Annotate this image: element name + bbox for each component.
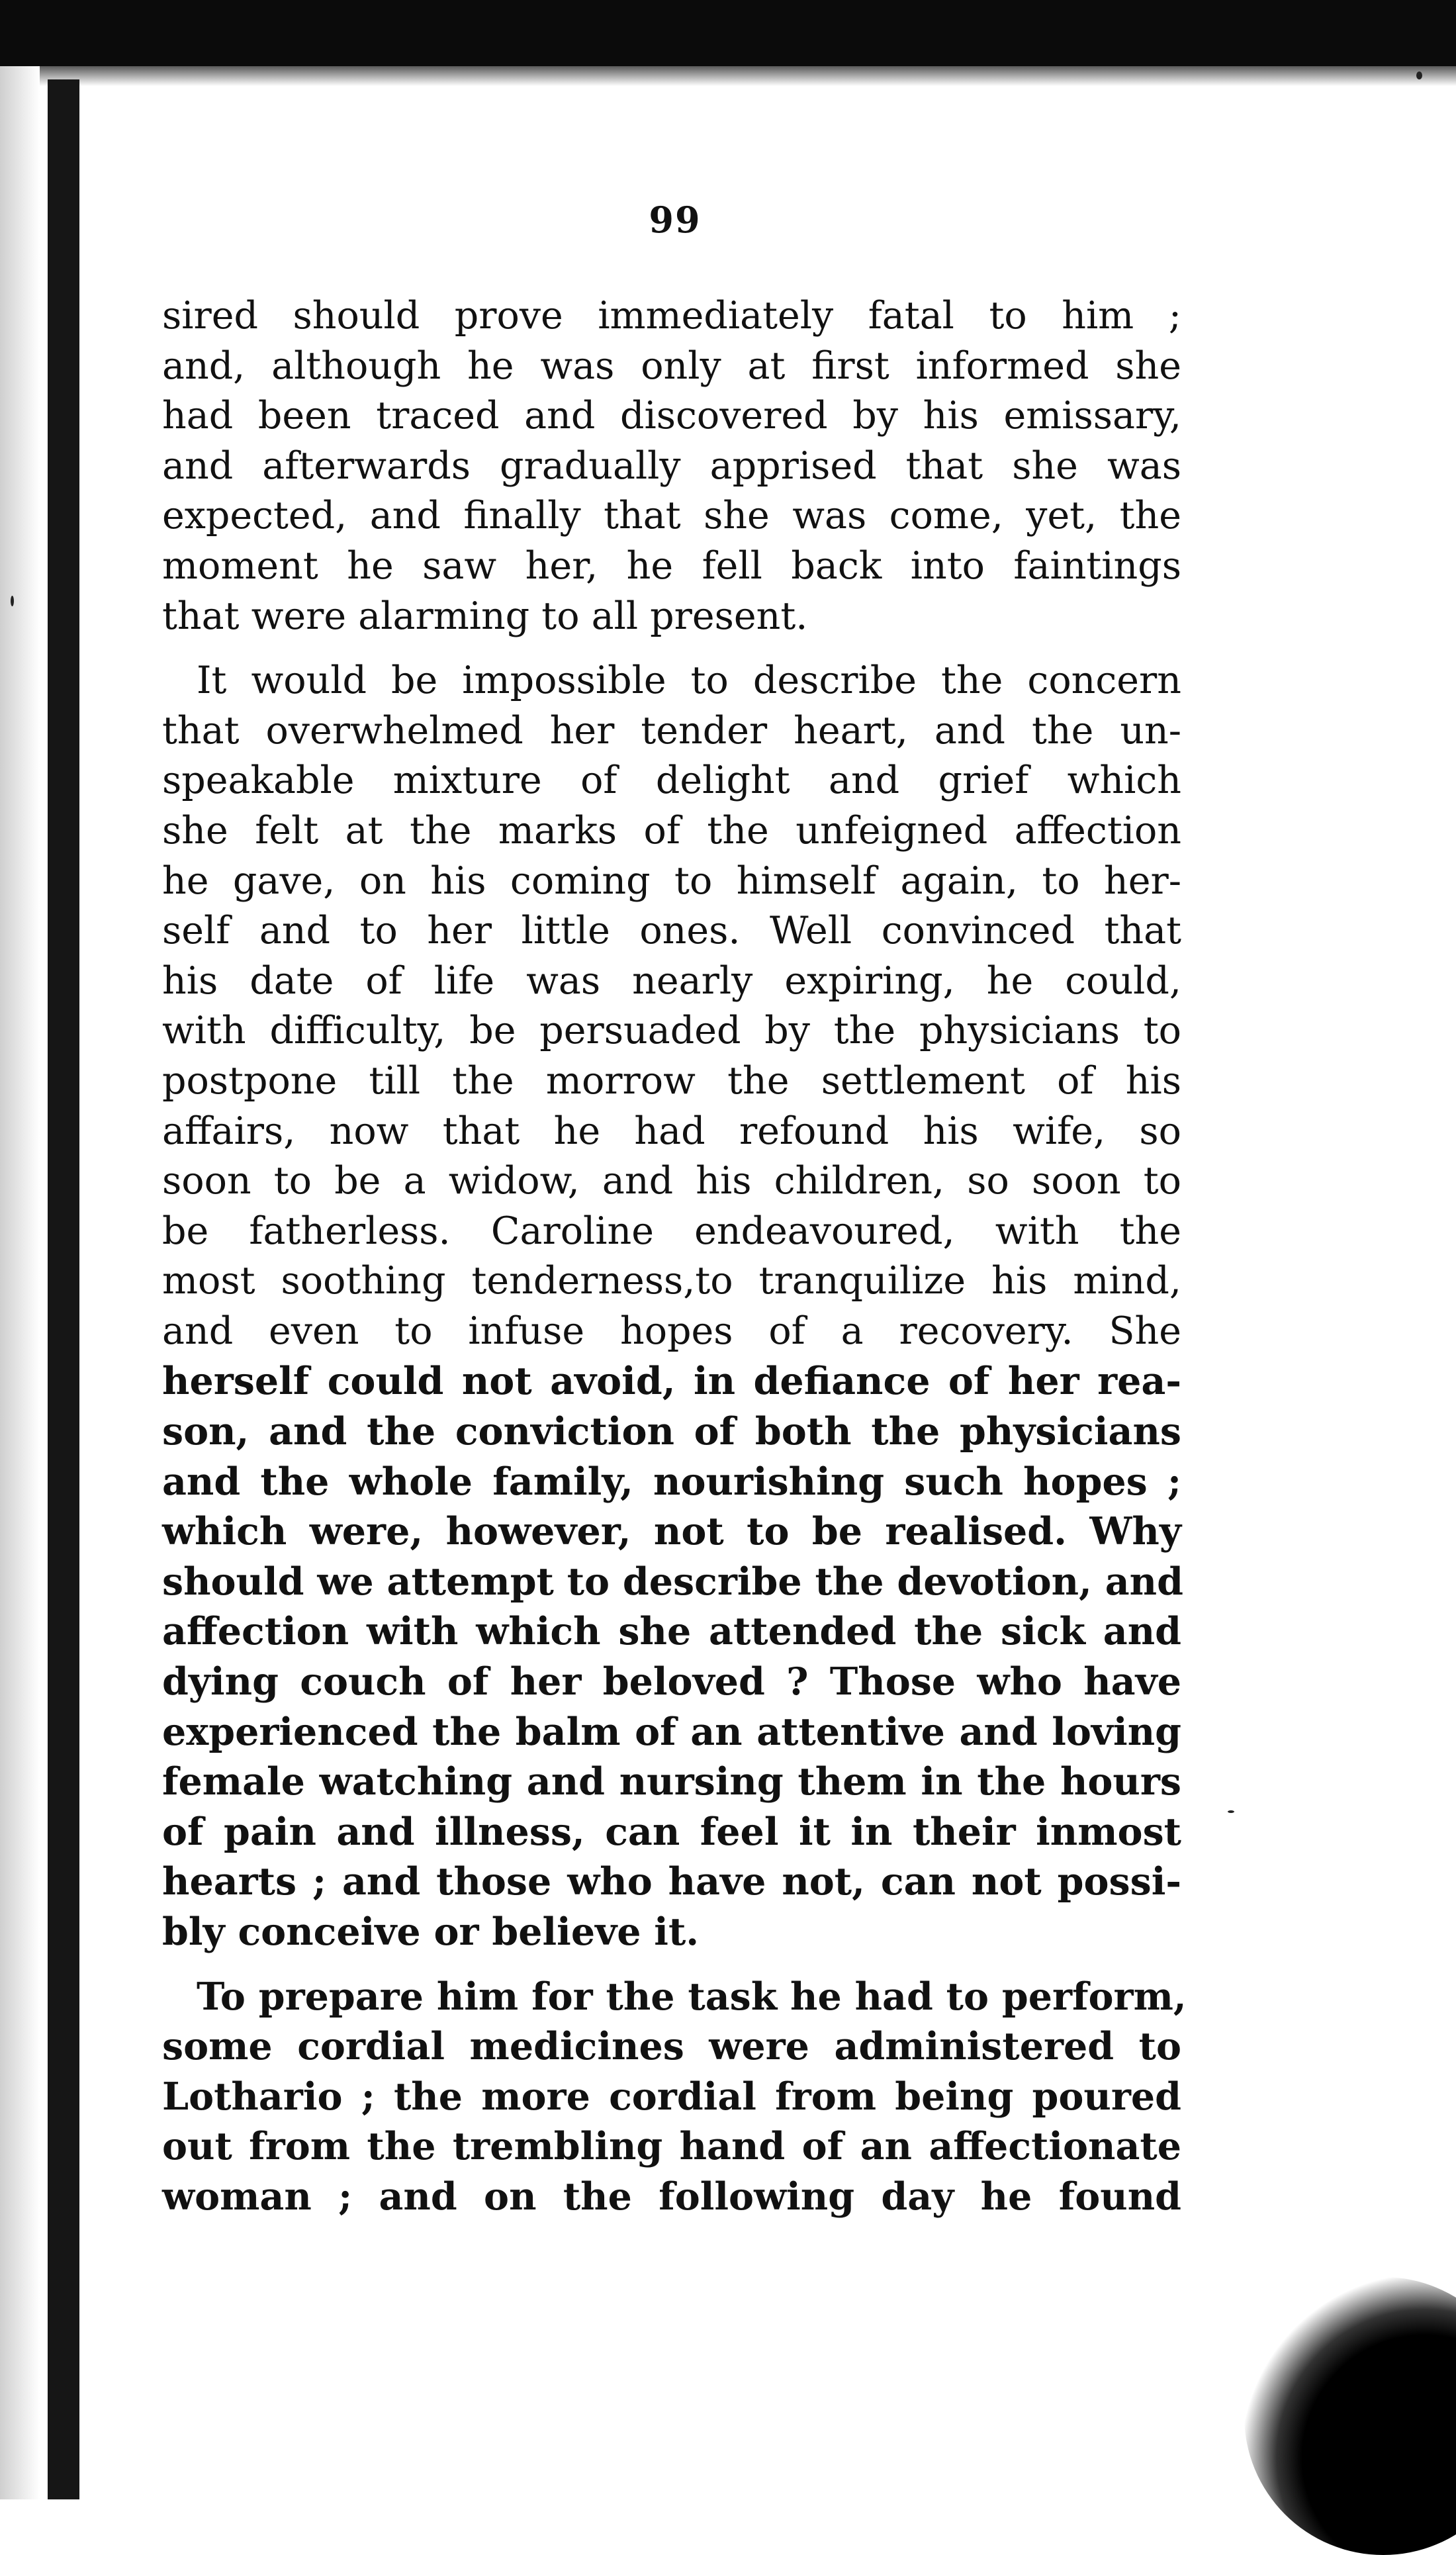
text-line: hearts ; and those who have not, can not possi- bbox=[162, 1859, 1181, 1904]
text-line: postpone till the morrow the settlement of his bbox=[162, 1058, 1181, 1103]
scan-corner-shadow bbox=[1244, 2277, 1456, 2555]
text-line: most soothing tenderness,to tranquilize his mind, bbox=[162, 1259, 1181, 1303]
text-line: affection with which she attended the sick and bbox=[162, 1609, 1181, 1654]
text-line: his date of life was nearly expiring, he could, bbox=[162, 958, 1181, 1003]
text-line: herself could not avoid, in defiance of her rea- bbox=[162, 1359, 1181, 1404]
text-line: To prepare him for the task he had to perform, bbox=[197, 1974, 1187, 2019]
text-line: he gave, on his coming to himself again, to her- bbox=[162, 859, 1181, 903]
text-line: dying couch of her beloved ? Those who have bbox=[162, 1659, 1181, 1704]
text-line: she felt at the marks of the unfeigned affection bbox=[162, 808, 1181, 853]
text-line: affairs, now that he had refound his wife, so bbox=[162, 1109, 1181, 1153]
scan-top-border bbox=[0, 0, 1456, 66]
text-line: some cordial medicines were administered to bbox=[162, 2024, 1181, 2069]
paragraph-2 bbox=[162, 656, 1181, 1957]
text-line: and even to infuse hopes of a recovery. She bbox=[162, 1309, 1181, 1353]
text-line: that were alarming to all present. bbox=[162, 594, 808, 638]
scan-left-margin bbox=[0, 66, 40, 2499]
text-line: female watching and nursing them in the hours bbox=[162, 1759, 1181, 1804]
text-line: of pain and illness, can feel it in their inmost bbox=[162, 1809, 1181, 1854]
book-spine-shadow bbox=[48, 79, 79, 2499]
text-line: had been traced and discovered by his emissary, bbox=[162, 394, 1181, 438]
paragraph-3 bbox=[162, 1972, 1187, 2222]
text-line: and, although he was only at first informed she bbox=[162, 344, 1181, 388]
text-line: expected, and finally that she was come, yet, the bbox=[162, 494, 1181, 538]
text-line: It would be impossible to describe the concern bbox=[197, 659, 1181, 703]
text-line: Lothario ; the more cordial from being poured bbox=[162, 2074, 1181, 2119]
text-line: soon to be a widow, and his children, so soon to bbox=[162, 1159, 1181, 1203]
text-line: should we attempt to describe the devotion, and bbox=[162, 1559, 1183, 1604]
text-line: out from the trembling hand of an affectionate bbox=[162, 2124, 1181, 2169]
text-line: and afterwards gradually apprised that she was bbox=[162, 443, 1181, 488]
text-line: which were, however, not to be realised. Why bbox=[162, 1509, 1181, 1554]
text-line: son, and the conviction of both the physicians bbox=[162, 1409, 1181, 1454]
text-line: bly conceive or believe it. bbox=[162, 1910, 700, 1954]
body-text bbox=[162, 291, 1187, 2222]
page-number: 99 bbox=[649, 199, 702, 241]
text-line: moment he saw her, he fell back into faintings bbox=[162, 543, 1181, 588]
text-line: and the whole family, nourishing such hopes ; bbox=[162, 1459, 1181, 1504]
text-line: self and to her little ones. Well convinced that bbox=[162, 909, 1181, 953]
text-line: with difficulty, be persuaded by the physicians to bbox=[162, 1009, 1181, 1053]
scan-top-shadow bbox=[0, 66, 1456, 86]
text-line: experienced the balm of an attentive and loving bbox=[162, 1709, 1181, 1754]
text-line: that overwhelmed her tender heart, and the un- bbox=[162, 708, 1181, 753]
scan-speck bbox=[1228, 1810, 1234, 1813]
text-line: woman ; and on the following day he found bbox=[162, 2174, 1181, 2219]
text-line: sired should prove immediately fatal to him ; bbox=[162, 294, 1181, 338]
scan-speck bbox=[11, 596, 14, 606]
paragraph-1 bbox=[162, 291, 1181, 641]
text-line: be fatherless. Caroline endeavoured, with the bbox=[162, 1209, 1181, 1253]
text-line: speakable mixture of delight and grief which bbox=[162, 759, 1181, 803]
scan-speck bbox=[1416, 71, 1422, 79]
